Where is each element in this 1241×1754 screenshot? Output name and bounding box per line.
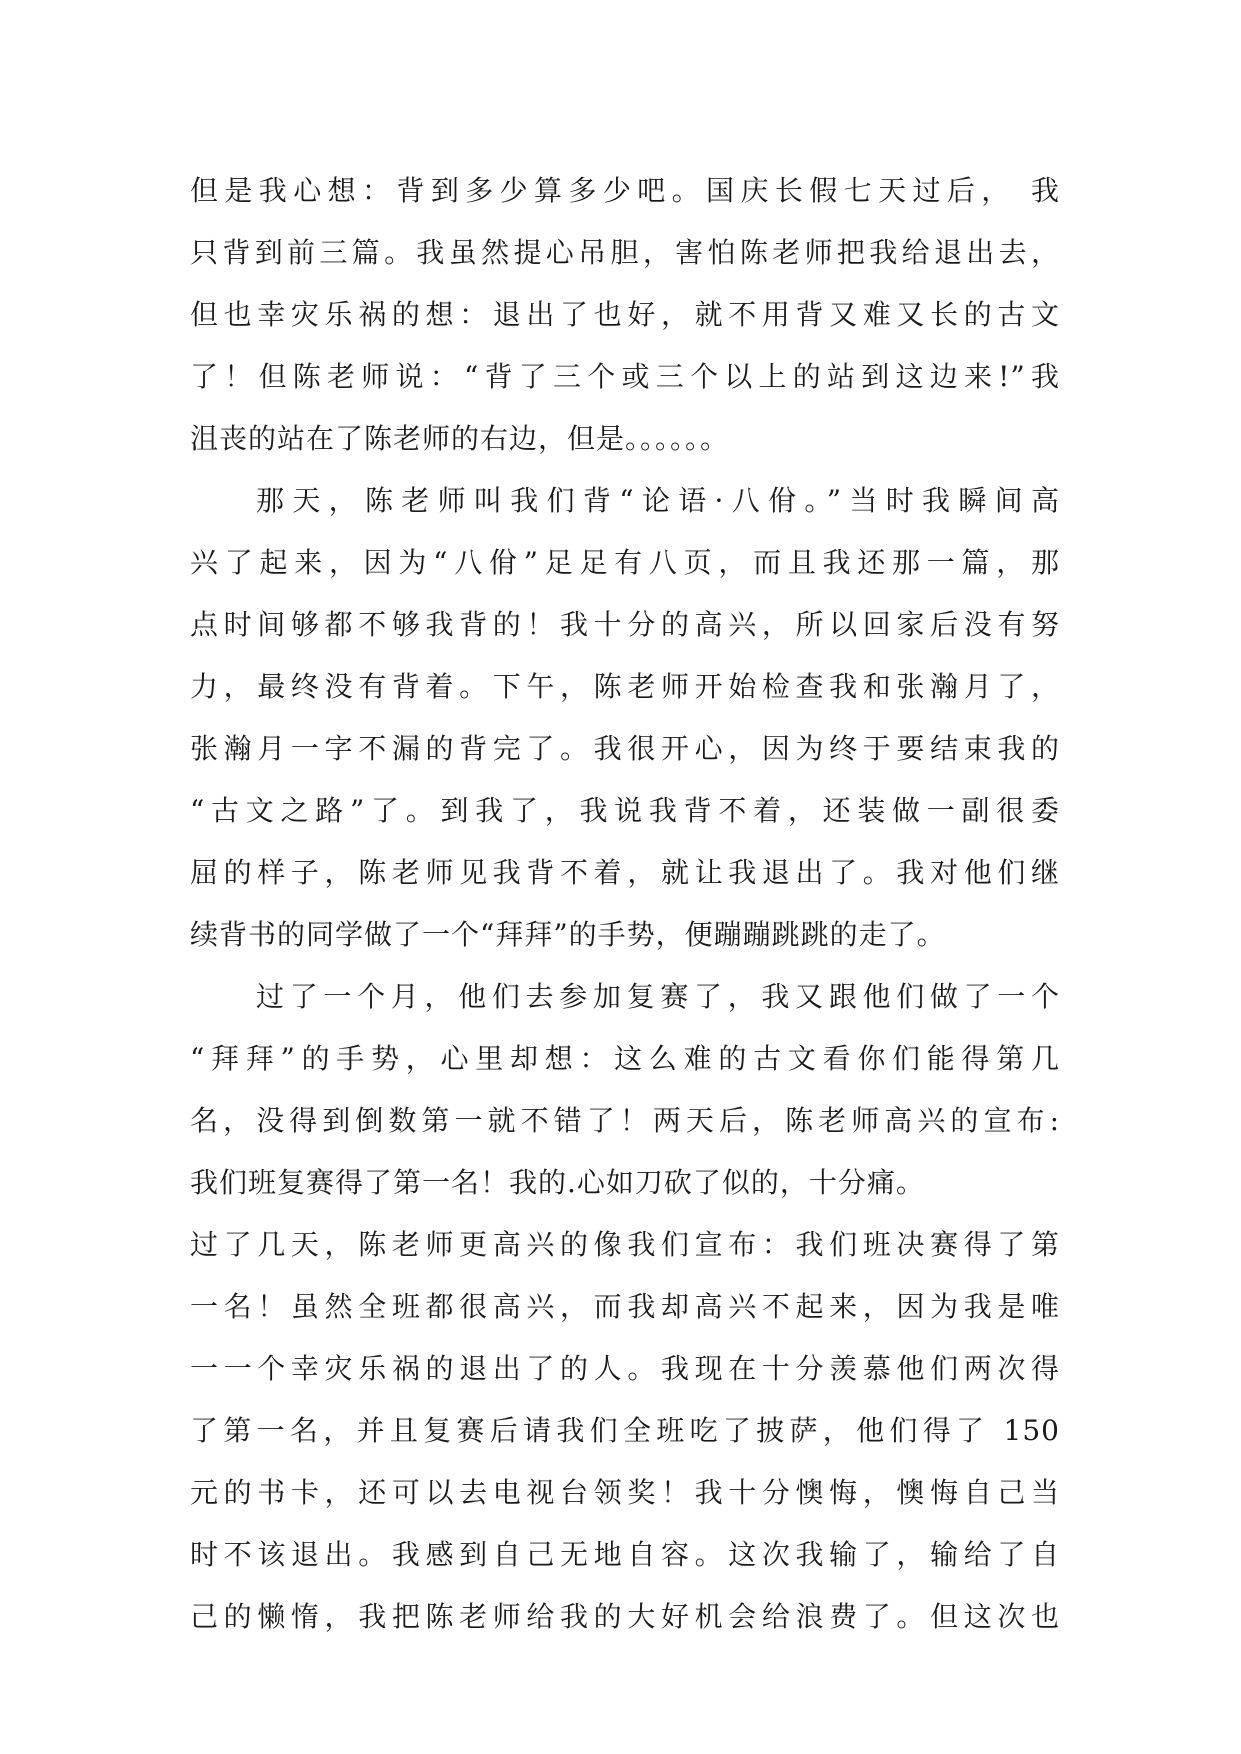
text-line: “拜拜”的手势，心里却想：这么难的古文看你们能得第几 [190, 1042, 1060, 1075]
text-line: 力，最终没有背着。下午，陈老师开始检查我和张瀚月了， [190, 670, 1060, 703]
document-body [190, 160, 1060, 1648]
text-line: 兴了起来，因为“八佾”足足有八页，而且我还那一篇，那 [190, 546, 1060, 579]
text-line: 只背到前三篇。我虽然提心吊胆，害怕陈老师把我给退出去， [190, 236, 1060, 269]
text-line: “古文之路”了。到我了，我说我背不着，还装做一副很委 [190, 794, 1060, 827]
text-line: 但是我心想：背到多少算多少吧。国庆长假七天过后， 我 [190, 174, 1060, 207]
text-line: 过了几天，陈老师更高兴的像我们宣布：我们班决赛得了第 [190, 1228, 1060, 1261]
text-line: 张瀚月一字不漏的背完了。我很开心，因为终于要结束我的 [190, 732, 1060, 765]
text-line: 点时间够都不够我背的！我十分的高兴，所以回家后没有努 [190, 608, 1060, 641]
text-line: 一一个幸灾乐祸的退出了的人。我现在十分羡慕他们两次得 [190, 1352, 1060, 1385]
text-line: 元的书卡，还可以去电视台领奖！我十分懊悔，懊悔自己当 [190, 1476, 1060, 1509]
text-line: 己的懒惰，我把陈老师给我的大好机会给浪费了。但这次也 [190, 1600, 1060, 1633]
text-line: 一名！虽然全班都很高兴，而我却高兴不起来，因为我是唯 [190, 1290, 1060, 1323]
text-line: 了！但陈老师说：“背了三个或三个以上的站到这边来!”我 [190, 360, 1060, 393]
text-line: 名，没得到倒数第一就不错了！两天后，陈老师高兴的宣布: [190, 1104, 1060, 1137]
text-line: 时不该退出。我感到自己无地自容。这次我输了，输给了自 [190, 1538, 1060, 1571]
text-line: 屈的样子，陈老师见我背不着，就让我退出了。我对他们继 [190, 856, 1060, 889]
text-line: 我们班复赛得了第一名！我的.心如刀砍了似的，十分痛。 [190, 1166, 925, 1199]
text-line: 续背书的同学做了一个“拜拜”的手势，便蹦蹦跳跳的走了。 [190, 918, 946, 951]
text-line: 但也幸灾乐祸的想：退出了也好，就不用背又难又长的古文 [190, 298, 1060, 331]
text-line: 了第一名，并且复赛后请我们全班吃了披萨，他们得了 150 [190, 1414, 1060, 1447]
text-line: 沮丧的站在了陈老师的右边，但是。。。。。。 [190, 422, 730, 455]
paragraph-first-line: 过了一个月，他们去参加复赛了，我又跟他们做了一个 [256, 980, 1060, 1013]
paragraph-first-line: 那天，陈老师叫我们背“论语·八佾。”当时我瞬间高 [256, 484, 1060, 517]
